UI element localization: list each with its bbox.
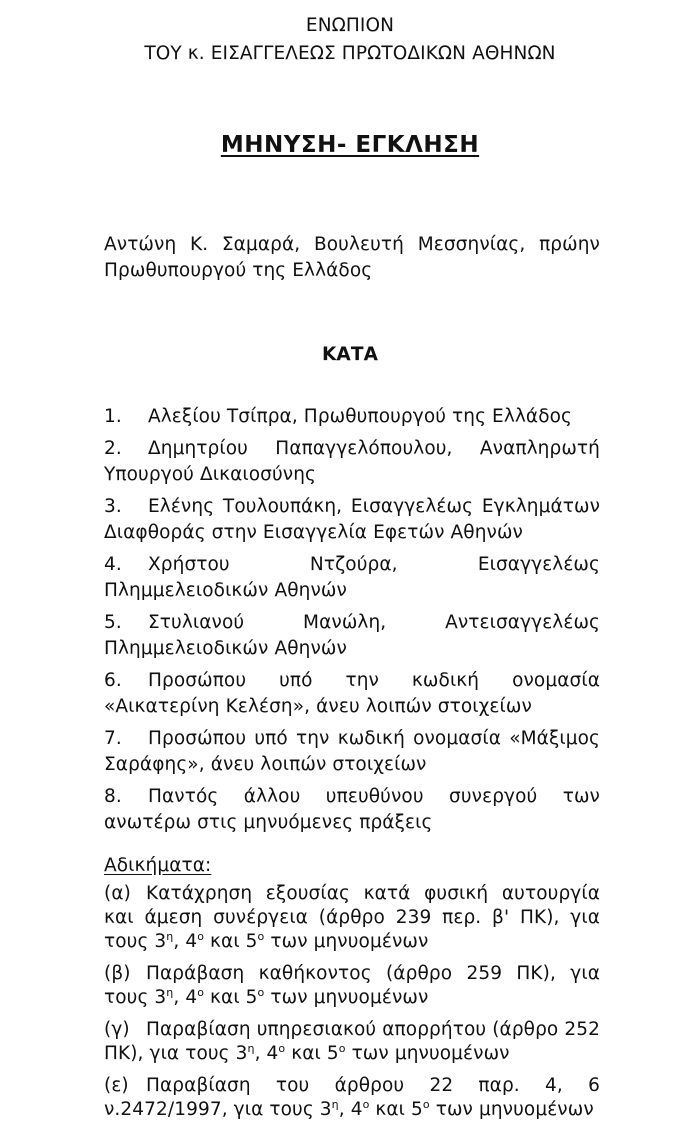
defendant-number: 4 xyxy=(350,1099,363,1120)
crime-tail: των μηνυομένων xyxy=(264,987,429,1008)
ordinal-suffix: ο xyxy=(278,1042,286,1055)
crime-item xyxy=(104,882,600,954)
header-line-1: ΕΝΩΠΙΟΝ xyxy=(305,15,395,36)
crime-marker: (β) xyxy=(104,963,131,984)
accused-text: Δημητρίου Παπαγγελόπουλου, Αναπληρωτή Υπουργού Δικαιοσύνης xyxy=(104,438,600,485)
accused-number: 8. xyxy=(104,786,122,807)
accused-text: Προσώπου υπό την κωδική ονομασία «Αικατερίνη Κελέση», άνευ λοιπών στοιχείων xyxy=(104,670,600,717)
complainant-paragraph: Αντώνη Κ. Σαμαρά, Βουλευτή Μεσσηνίας, πρώην Πρωθυπουργού της Ελλάδος xyxy=(104,234,600,281)
separator-text: , xyxy=(254,1043,267,1064)
ordinal-suffix: ο xyxy=(338,1042,346,1055)
crime-text: Παραβίαση του άρθρου 22 παρ. 4, 6 ν.2472/1997, για τους xyxy=(104,1075,600,1120)
defendant-number: 5 xyxy=(245,931,258,952)
accused-text: Προσώπου υπό την κωδική ονομασία «Μάξιμος Σαράφης», άνευ λοιπών στοιχείων xyxy=(104,728,600,775)
crime-tail: των μηνυομένων xyxy=(264,931,429,952)
accused-list xyxy=(104,404,600,842)
separator-text: και xyxy=(204,931,246,952)
accused-number: 6. xyxy=(104,670,122,691)
ordinal-suffix: ο xyxy=(257,930,265,943)
crime-item xyxy=(104,1074,600,1122)
crime-text: Παράβαση καθήκοντος (άρθρο 259 ΠΚ), για τους xyxy=(104,963,600,1008)
ordinal-suffix: η xyxy=(166,986,174,999)
accused-item xyxy=(104,726,600,778)
defendant-number: 5 xyxy=(411,1099,423,1120)
accused-item xyxy=(104,404,600,430)
accused-number: 3. xyxy=(104,496,122,517)
ordinal-suffix: ο xyxy=(257,986,265,999)
defendant-number: 3 xyxy=(319,1099,332,1120)
ordinal-suffix: ο xyxy=(422,1098,430,1111)
crimes-heading: Αδικήματα: xyxy=(104,855,212,876)
ordinal-suffix: ο xyxy=(362,1098,370,1111)
accused-number: 1. xyxy=(104,406,122,427)
separator-text: , xyxy=(338,1099,351,1120)
accused-text: Παντός άλλου υπευθύνου συνεργού των ανωτέρω στις μηνυόμενες πράξεις xyxy=(104,786,600,833)
ordinal-suffix: ο xyxy=(197,986,205,999)
defendant-number: 4 xyxy=(185,931,198,952)
defendant-number: 4 xyxy=(185,987,198,1008)
crime-marker: (γ) xyxy=(104,1019,130,1040)
accused-text: Αλεξίου Τσίπρα, Πρωθυπουργού της Ελλάδος xyxy=(148,406,573,427)
accused-item xyxy=(104,668,600,720)
defendant-number: 5 xyxy=(245,987,258,1008)
accused-item xyxy=(104,494,600,546)
accused-item xyxy=(104,436,600,488)
separator-text: και xyxy=(369,1099,412,1120)
accused-number: 7. xyxy=(104,728,122,749)
accused-number: 2. xyxy=(104,438,122,459)
accused-item xyxy=(104,552,600,604)
crimes-list xyxy=(104,882,600,1130)
ordinal-suffix: η xyxy=(331,1098,339,1111)
crime-item xyxy=(104,962,600,1010)
defendant-number: 3 xyxy=(154,931,167,952)
header-line-2: ΤΟΥ κ. ΕΙΣΑΓΓΕΛΕΩΣ ΠΡΩΤΟΔΙΚΩΝ ΑΘΗΝΩΝ xyxy=(144,43,556,64)
defendant-number: 3 xyxy=(154,987,167,1008)
ordinal-suffix: η xyxy=(166,930,174,943)
crime-marker: (ε) xyxy=(104,1075,129,1096)
accused-item xyxy=(104,784,600,836)
separator-text: , xyxy=(173,987,186,1008)
against-heading: ΚΑΤΑ xyxy=(322,344,378,365)
separator-text: , xyxy=(173,931,186,952)
crime-item xyxy=(104,1018,600,1066)
crime-text: Κατάχρηση εξουσίας κατά φυσική αυτουργία και άμεση συνέργεια (άρθρο 239 περ. β' ΠΚ), για τους xyxy=(104,883,600,952)
separator-text: και xyxy=(285,1043,327,1064)
defendant-number: 5 xyxy=(326,1043,339,1064)
crime-tail: των μηνυομένων xyxy=(429,1099,594,1120)
document-header xyxy=(0,12,700,68)
accused-number: 5. xyxy=(104,612,122,633)
defendant-number: 3 xyxy=(235,1043,248,1064)
accused-number: 4. xyxy=(104,554,122,575)
accused-text: Ελένης Τουλουπάκη, Εισαγγελέως Εγκλημάτων Διαφθοράς στην Εισαγγελία Εφετών Αθηνών xyxy=(104,496,600,543)
crime-marker: (α) xyxy=(104,883,131,904)
accused-text: Στυλιανού Μανώλη, Αντεισαγγελέως Πλημμελειοδικών Αθηνών xyxy=(104,612,600,659)
separator-text: και xyxy=(204,987,246,1008)
ordinal-suffix: ο xyxy=(197,930,205,943)
defendant-number: 4 xyxy=(266,1043,279,1064)
ordinal-suffix: η xyxy=(247,1042,255,1055)
crime-tail: των μηνυομένων xyxy=(345,1043,510,1064)
crime-text: Παραβίαση υπηρεσιακού απορρήτου (άρθρο 252 ΠΚ), για τους xyxy=(104,1019,600,1064)
document-title: ΜΗΝΥΣΗ- ΕΓΚΛΗΣΗ xyxy=(220,132,480,158)
accused-text: Χρήστου Ντζούρα, Εισαγγελέως Πλημμελειοδικών Αθηνών xyxy=(104,554,600,601)
accused-item xyxy=(104,610,600,662)
